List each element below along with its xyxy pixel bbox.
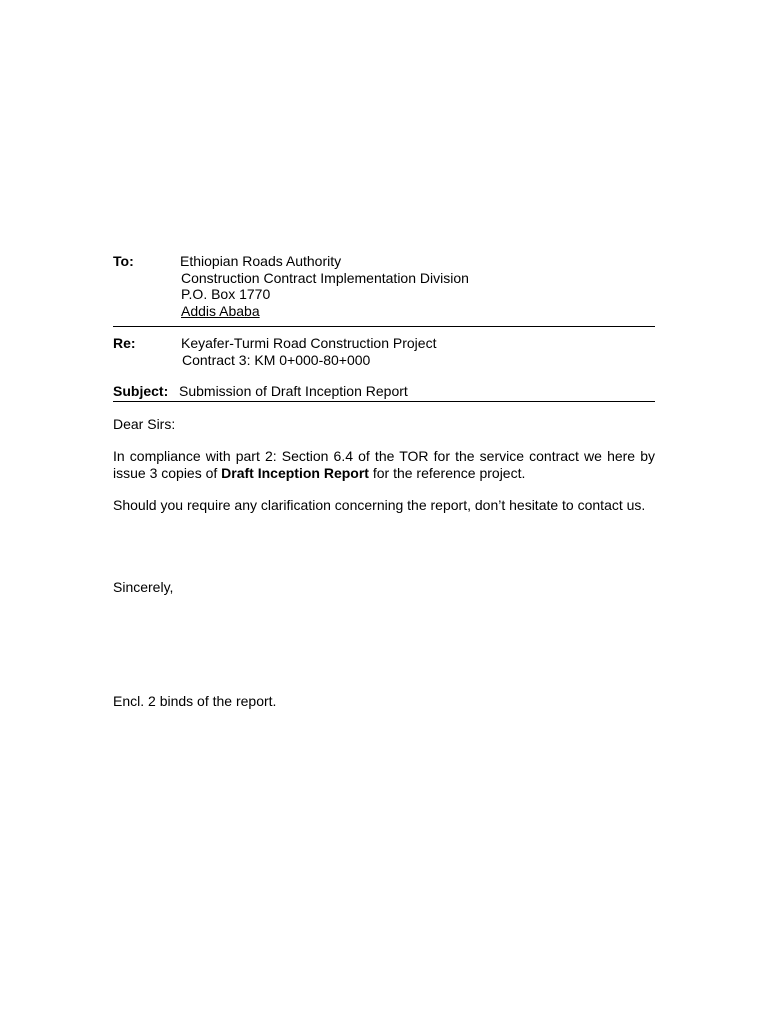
subject-row bbox=[113, 383, 655, 400]
body-paragraph-1-report-name: Draft Inception Report bbox=[221, 464, 369, 481]
to-label: To: bbox=[113, 253, 134, 269]
divider-subject bbox=[113, 401, 655, 402]
subject-text: Submission of Draft Inception Report bbox=[179, 383, 408, 399]
closing: Sincerely, bbox=[113, 578, 174, 595]
re-block bbox=[113, 335, 655, 368]
re-label: Re: bbox=[113, 335, 136, 351]
subject-label: Subject: bbox=[113, 383, 169, 399]
body-paragraph-1-tail: for the reference project. bbox=[368, 464, 526, 481]
to-line-organization: Ethiopian Roads Authority bbox=[180, 253, 342, 269]
divider-to bbox=[113, 326, 655, 327]
body-paragraph-2: Should you require any clarification concerning the report, don’t hesitate to contact us. bbox=[113, 497, 646, 513]
body-paragraph-1 bbox=[113, 448, 655, 481]
letter bbox=[113, 253, 655, 710]
to-line-division: Construction Contract Implementation Division bbox=[181, 269, 469, 286]
to-line-city: Addis Ababa bbox=[181, 302, 260, 319]
to-line-po-box: P.O. Box 1770 bbox=[181, 286, 271, 302]
salutation: Dear Sirs: bbox=[113, 415, 176, 432]
re-line-contract: Contract 3: KM 0+000-80+000 bbox=[182, 351, 371, 368]
body-paragraph-1-lead: In compliance with part 2: Section 6.4 of the TOR for the service contract we here by issue 3 copies of bbox=[113, 448, 655, 481]
enclosure-note: Encl. 2 binds of the report. bbox=[113, 693, 277, 709]
to-block bbox=[113, 253, 655, 319]
re-line-project: Keyafer-Turmi Road Construction Project bbox=[181, 335, 437, 351]
